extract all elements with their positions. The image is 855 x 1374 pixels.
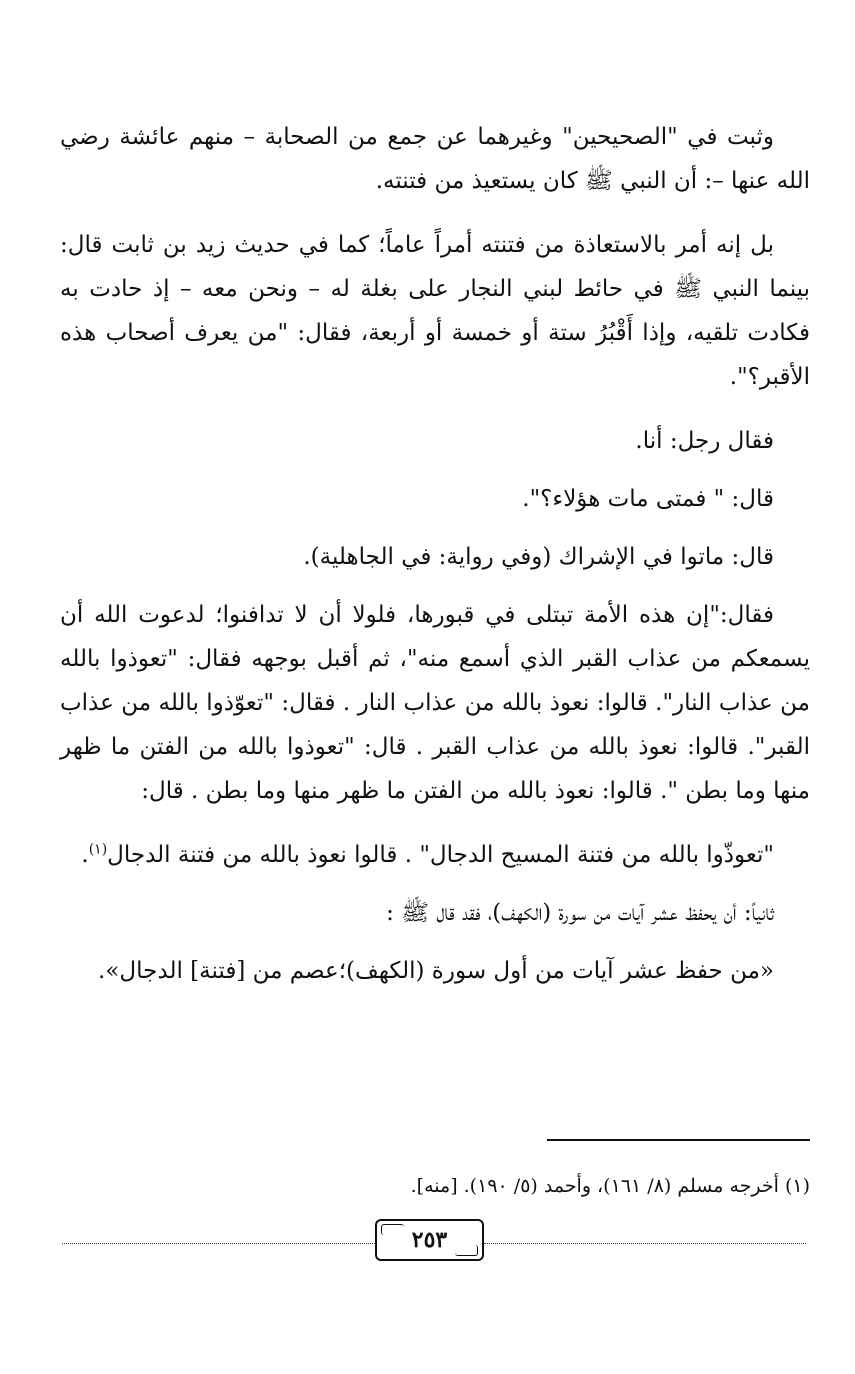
page-number: ٢٥٣ (411, 1227, 448, 1253)
frame-ornament-icon (455, 1245, 478, 1256)
paragraph: بل إنه أمر بالاستعاذة من فتنته أمراً عاماً؛ كما في حديث زيد بن ثابت قال: بينما النبي ﷺ في حائط لبني النجار على بغلة له – ونحن معه – إذ حادت به فكادت تلقيه، وإذا أَقْبُرُ ستة أو خمسة أو أربعة، فقال: "من يعرف أصحاب هذه الأقبر؟". (60, 232, 810, 390)
page-number-frame (375, 1219, 484, 1261)
paragraph: ثانياً: أن يحفظ عشر آيات من سورة (الكهف)، فقد قال ﷺ : (386, 900, 774, 926)
paragraph: فقال:"إن هذه الأمة تبتلى في قبورها، فلولا أن لا تدافنوا؛ لدعوت الله أن يسمعكم من عذاب القبر الذي أسمع منه"، ثم أقبل بوجهه فقال: "تعوذوا بالله من عذاب النار". قالوا: نعوذ بالله من عذاب النار . فقال: "تعوّذوا بالله من عذاب القبر". قالوا: نعوذ بالله من عذاب القبر . قال: "تعوذوا بالله من الفتن ما ظهر منها وما بطن ". قالوا: نعوذ بالله من الفتن ما ظهر منها وما بطن . قال: (60, 602, 810, 804)
frame-ornament-icon (381, 1224, 404, 1235)
footnote-separator (547, 1139, 810, 1141)
paragraph: فقال رجل: أنا. (635, 428, 774, 454)
footer-dotted-line-left (62, 1243, 375, 1244)
paragraph: قال: " فمتى مات هؤلاء؟". (522, 486, 774, 512)
paragraph-with-footnote (60, 833, 810, 877)
paragraph: قال: ماتوا في الإشراك (وفي رواية: في الجاهلية). (303, 544, 774, 570)
footer-dotted-line-right (484, 1243, 806, 1244)
paragraph-end: . (81, 842, 89, 868)
footnote: (١) أخرجه مسلم (٨/ ١٦١)، وأحمد (٥/ ١٩٠). [منه]. (410, 1175, 810, 1197)
paragraph-text: "تعوذّوا بالله من فتنة المسيح الدجال" . قالوا نعوذ بالله من فتنة الدجال (107, 842, 774, 868)
main-text (60, 115, 810, 1013)
footnote-marker: (١) (88, 841, 108, 858)
paragraph: وثبت في "الصحيحين" وغيرهما عن جمع من الصحابة – منهم عائشة رضي الله عنها –: أن النبي ﷺ كان يستعيذ من فتنته. (60, 124, 810, 194)
paragraph: «من حفظ عشر آيات من أول سورة (الكهف)؛عصم من [فتنة] الدجال». (98, 958, 774, 984)
